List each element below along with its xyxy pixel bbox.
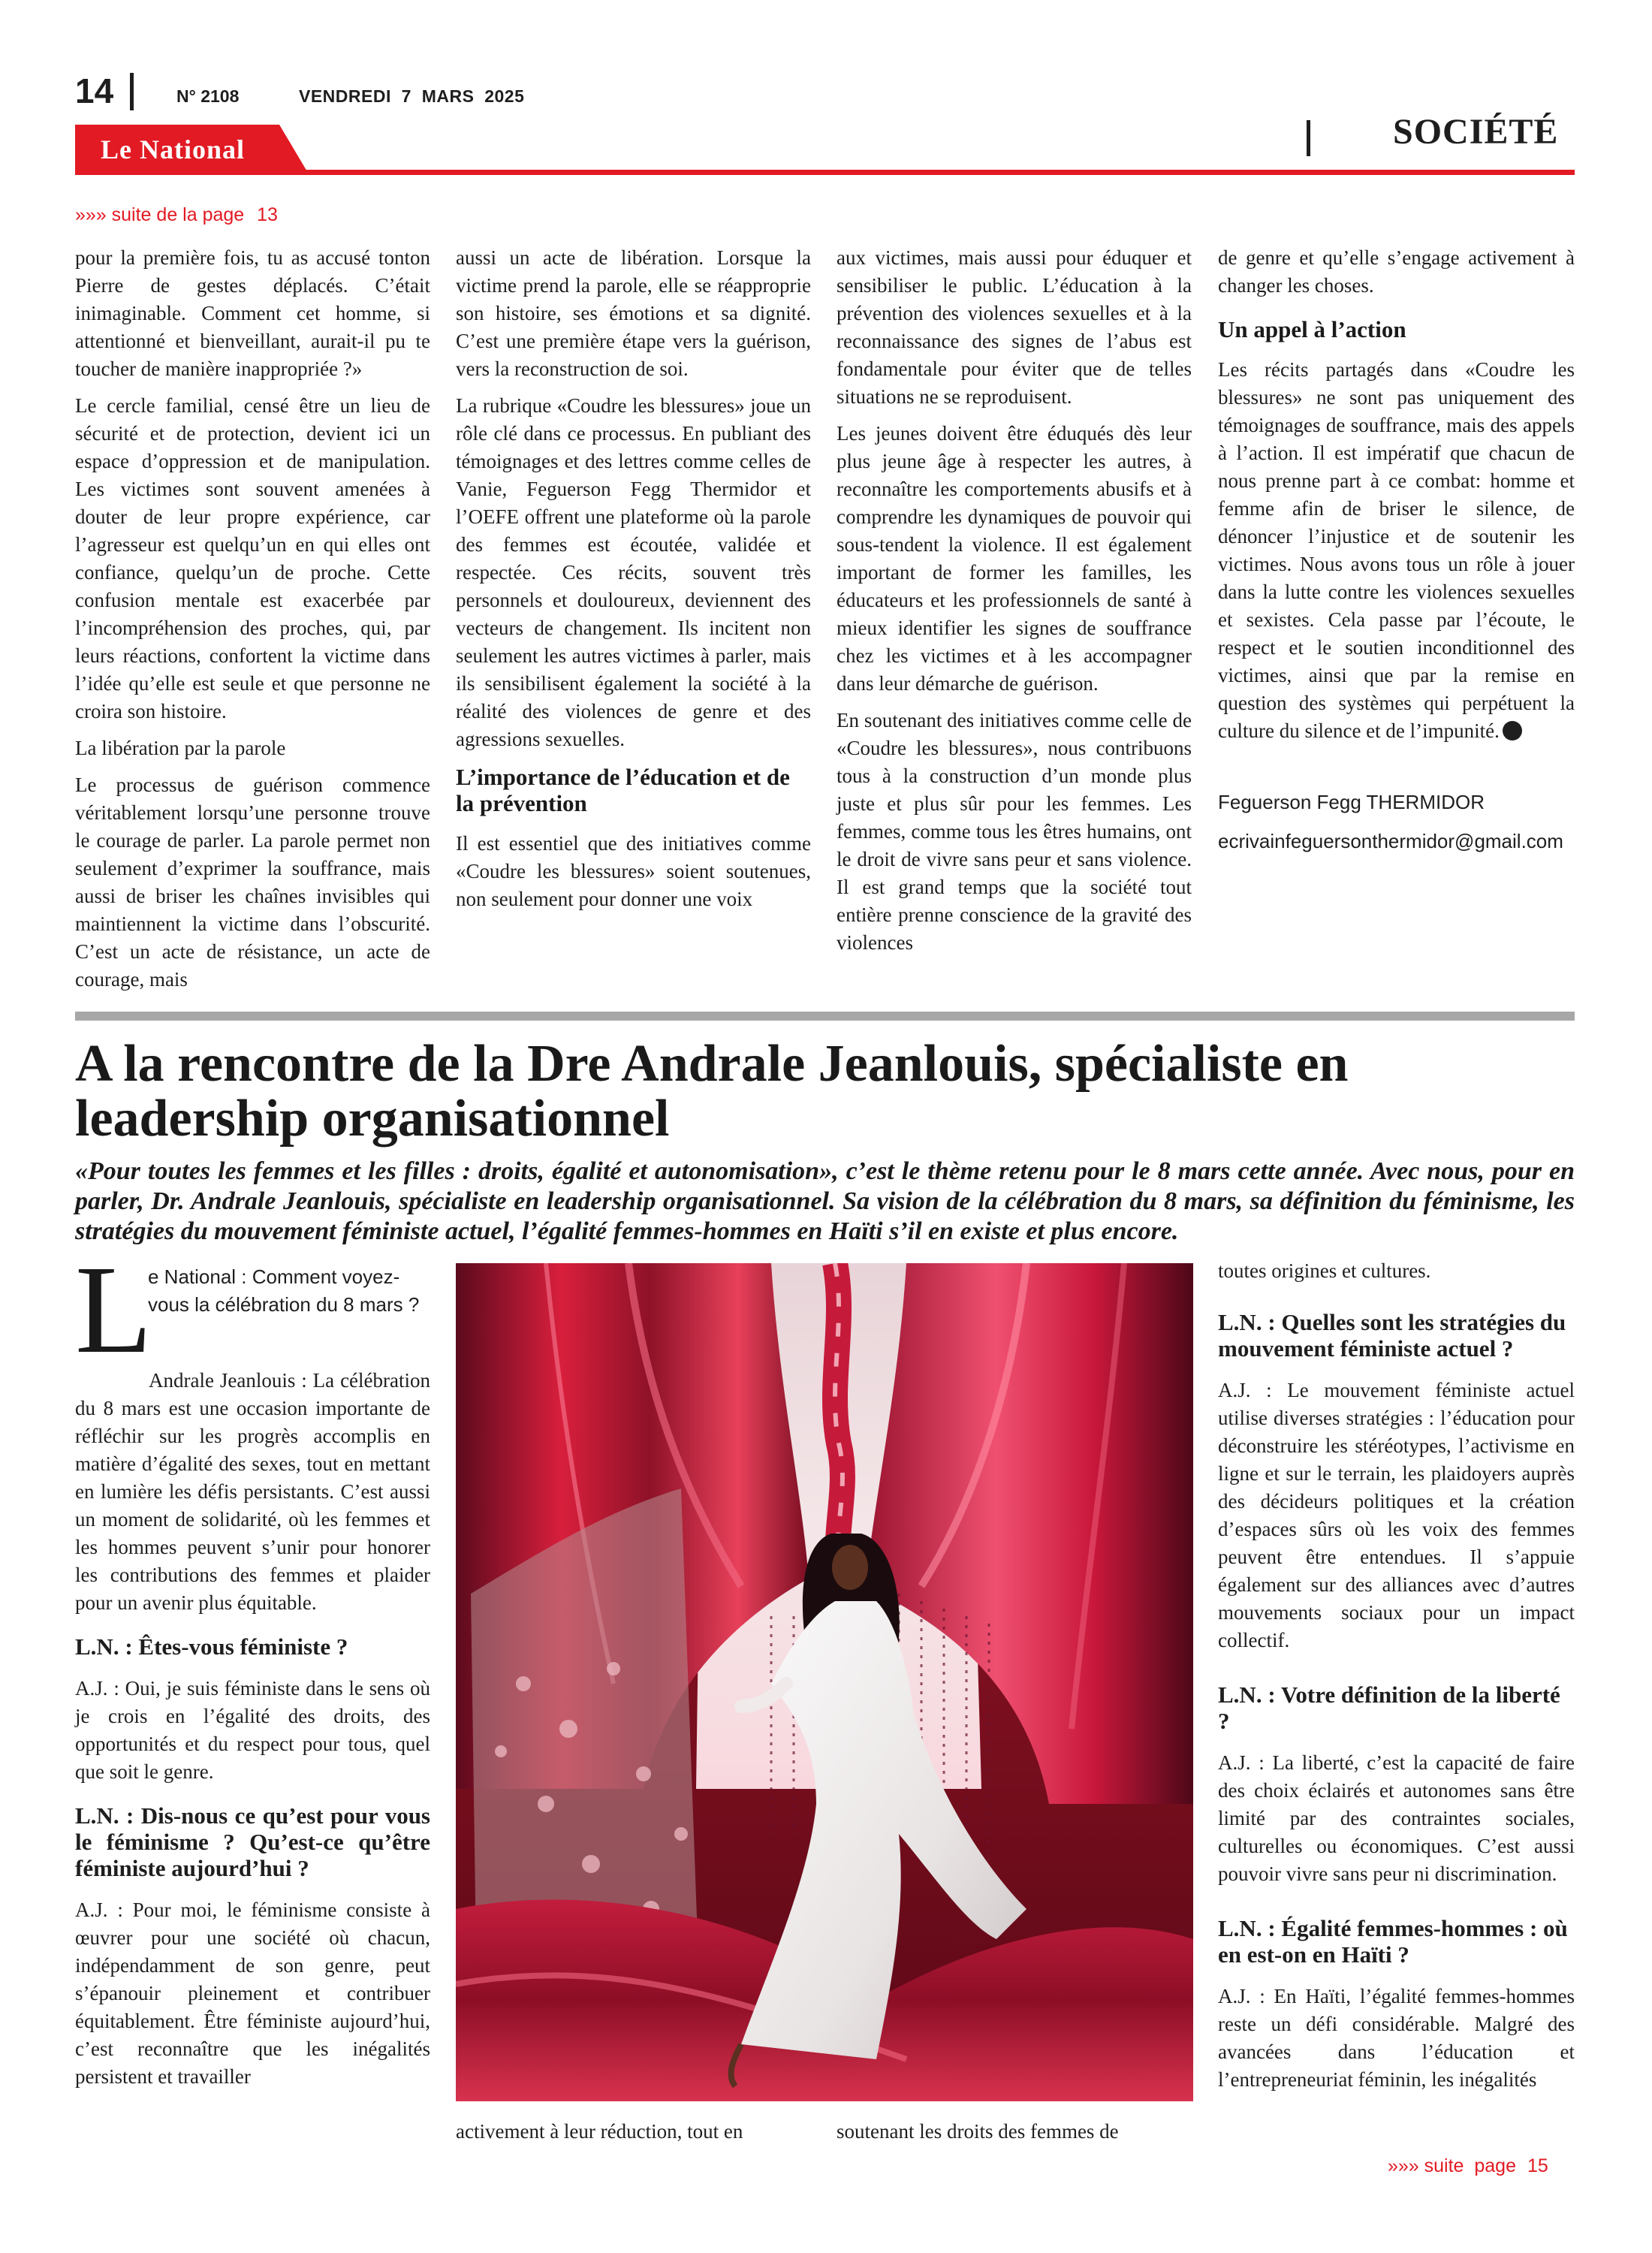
- brand-name: Le National: [101, 134, 246, 164]
- answer-text: A.J. : En Haïti, l’égalité femmes-hommes reste un défi considérable. Malgré des avancées dans l’éducation et l’entrepreneuriat féminin, les inégalités: [1218, 1985, 1575, 2091]
- paragraph: Le processus de guérison commence véritablement lorsqu’une personne trouve le courage de parler. La parole permet non seulement d’exprimer la souffrance, mais aussi de briser les chaînes invisibles qui maintiennent la victime dans l’obscurité. C’est un acte de résistance, un acte de courage, mais: [75, 774, 430, 991]
- article-divider: [75, 1012, 1575, 1021]
- paragraph: de genre et qu’elle s’engage activement à changer les choses.: [1218, 246, 1575, 297]
- answer-text: toutes origines et cultures.: [1218, 1259, 1431, 1282]
- answer-1-wrap: [75, 1367, 430, 1617]
- continued-from-page: 13: [257, 204, 278, 225]
- question-heading: L.N. : Égalité femmes-hommes : où en est-on en Haïti ?: [1218, 1915, 1568, 1968]
- end-mark-icon: [1503, 721, 1522, 740]
- question-text: e National : Comment voyez-vous la célébration du 8 mars ?: [148, 1265, 420, 1316]
- paragraph: En soutenant des initiatives comme celle de «Coudre les blessures», nous contribuons tous à la construction d’un monde plus juste et plus sûr pour les femmes. Les femmes, comme tous les êtres humains, ont le droit de vivre sans peur et sans violence. Il est grand temps que la société tout entière prenne conscience de la gravité des violences: [837, 709, 1192, 954]
- answer-text: A.J. : Pour moi, le féminisme consiste à œuvrer pour une société où chacun, indépendamment de son genre, peut s’épanouir pleinement et contribuer équitablement. Être féministe aujourd’hui, c’est reconnaître que les inégalités persistent et travailler: [75, 1899, 430, 2088]
- portrait-photo: [456, 1263, 1193, 2101]
- article2-column-1: [75, 1240, 430, 2100]
- issue-number: N° 2108: [176, 86, 240, 106]
- answer-text: A.J. : Le mouvement féministe actuel utilise diverses stratégies : l’éducation pour déconstruire les stéréotypes, l’activisme en ligne et sur le terrain, les plaidoyers auprès des décideurs politiques et la création d’espaces sûrs où les voix des femmes peuvent être entendues. Il s’appuie également sur des alliances avec d’autres mouvements sociaux pour un impact collectif.: [1218, 1379, 1575, 1651]
- article2-column-4: [1218, 1257, 1575, 2103]
- photo-illustration: [456, 1263, 1193, 2101]
- paragraph-text: Les récits partagés dans «Coudre les blessures» ne sont pas uniquement des témoignages de souffrance, mais des appels à l’action. Il est impératif que chacun de nous prenne part à ce combat: homme et femme afin de briser le silence, de dénoncer l’injustice et de soutenir les victimes. Nous avons tous un rôle à jouer dans la lutte contre les violences sexuelles et sexistes. Cela passe par l’écoute, le respect et le soutien inconditionnel des victimes, ainsi que par la remise en question des systèmes qui perpétuent la culture du silence et de l’impunité.: [1218, 358, 1575, 742]
- question-heading: L.N. : Êtes-vous féministe ?: [75, 1633, 348, 1660]
- question-heading: L.N. : Votre définition de la liberté ?: [1218, 1681, 1560, 1734]
- subheading-plain: La libération par la parole: [75, 737, 286, 759]
- brand-tab: [75, 125, 308, 173]
- article1-column-3: [837, 244, 1192, 966]
- paragraph: La rubrique «Coudre les blessures» joue un rôle clé dans ce processus. En publiant des témoignages et des lettres comme celles de Vanie, Feguerson Fegg Thermidor et l’OEFE offrent une plateforme où la parole des femmes est écoutée, validée et respectée. Ces récits, souvent très personnels et douloureux, deviennent des vecteurs de changement. Ils incitent non seulement les autres victimes à parler, mais ils sensibilisent également la société à la réalité des violences de genre et des agressions sexuelles.: [456, 394, 811, 750]
- article2-intro: «Pour toutes les femmes et les filles : droits, égalité et autonomisation», c’est le thème retenu pour le 8 mars cette année. Avec nous, pour en parler, Dr. Andrale Jeanlouis, spécialiste en leadership organisationnel. Sa vision de la célébration du 8 mars, sa définition du féminisme, les stratégies du mouvement féministe actuel, l’égalité femmes-hommes en Haïti s’il en existe et plus encore.: [75, 1157, 1575, 1245]
- paragraph: Il est essentiel que des initiatives comme «Coudre les blessures» soient soutenues, non seulement pour donner une voix: [456, 832, 811, 910]
- author-email: ecrivainfeguersonthermidor@gmail.com: [1218, 830, 1563, 852]
- continued-to-page: 15: [1527, 2155, 1548, 2176]
- continued-to-label: »»» suite page: [1388, 2155, 1516, 2176]
- paragraph: Le cercle familial, censé être un lieu de sécurité et de protection, devient ici un espace d’oppression et de manipulation. Les victimes sont souvent amenées à douter de leur propre expérience, car l’agresseur est quelqu’un en qui elles ont confiance, quelqu’un de proche. Cette confusion mentale est exacerbée par l’incompréhension des proches, qui, par leurs réactions, confortent la victime dans l’idée qu’elle est seule et que personne ne croira son histoire.: [75, 394, 430, 722]
- page-number-divider: [130, 73, 134, 110]
- answer-text: A.J. : La liberté, c’est la capacité de faire des choix éclairés et autonomes sans être limité par des contraintes sociales, culturelles ou économiques. C’est aussi pouvoir vivre sans peur ni discrimination.: [1218, 1751, 1575, 1885]
- article1-column-2: [456, 244, 811, 922]
- section-heading: Un appel à l’action: [1218, 316, 1406, 342]
- section-heading: L’importance de l’éducation et de la prévention: [456, 764, 790, 816]
- paragraph: aux victimes, mais aussi pour éduquer et sensibiliser le public. L’éducation à la prévention des violences sexuelles et à la reconnaissance des signes de l’abus est fondamentale pour éviter que de telles situations ne se reproduisent.: [837, 246, 1192, 408]
- author-name: Feguerson Fegg THERMIDOR: [1218, 791, 1485, 813]
- answer-text: A.J. : Oui, je suis féministe dans le sens où je crois en l’égalité des droits, des opportunités et du respect pour tous, quel que soit le genre.: [75, 1677, 430, 1783]
- dropcap: L: [75, 1240, 152, 1380]
- article2-title: A la rencontre de la Dre Andrale Jeanlouis, spécialiste en leadership organisationnel: [75, 1035, 1349, 1148]
- below-photo-left: activement à leur réduction, tout en: [456, 2120, 743, 2143]
- article1-column-1: [75, 244, 430, 1003]
- issue-date: VENDREDI 7 MARS 2025: [299, 86, 525, 106]
- question-heading: L.N. : Dis-nous ce qu’est pour vous le féminisme ? Qu’est-ce qu’être féministe aujourd’hui ?: [75, 1802, 430, 1881]
- page-number: 14: [75, 71, 114, 110]
- first-question: [75, 1240, 430, 1380]
- article1-column-4: [1218, 244, 1575, 855]
- question-heading: L.N. : Quelles sont les stratégies du mouvement féministe actuel ?: [1218, 1309, 1566, 1362]
- continued-to: [1388, 2155, 1548, 2177]
- continued-from: [75, 204, 278, 226]
- section-divider: [1307, 120, 1310, 156]
- paragraph: [1218, 356, 1575, 745]
- continued-from-label: »»» suite de la page: [75, 204, 245, 225]
- paragraph: aussi un acte de libération. Lorsque la victime prend la parole, elle se réapproprie son histoire, ses émotions et sa dignité. C’est une première étape vers la guérison, vers la reconstruction de soi.: [456, 246, 811, 380]
- below-photo-right: soutenant les droits des femmes de: [837, 2120, 1119, 2143]
- answer-text: Andrale Jeanlouis : La célébration du 8 mars est une occasion importante de réfléchir sur les progrès accomplis en matière d’égalité des sexes, tout en mettant en lumière les défis persistants. C’est aussi un moment de solidarité, où les femmes et les hommes peuvent s’unir pour honorer les contributions des femmes et plaider pour un avenir plus équitable.: [75, 1369, 430, 1614]
- paragraph: Les jeunes doivent être éduqués dès leur plus jeune âge à respecter les autres, à reconnaître les comportements abusifs et à comprendre les dynamiques de pouvoir qui sous-tendent la violence. Il est également important de former les familles, les éducateurs et les professionnels de santé à mieux identifier les signes de souffrance chez les victimes et à les accompagner dans leur démarche de guérison.: [837, 422, 1192, 695]
- section-title: SOCIÉTÉ: [1393, 112, 1559, 152]
- paragraph: pour la première fois, tu as accusé tonton Pierre de gestes déplacés. C’était inimaginable. Comment cet homme, si attentionné et bienveillant, aurait-il pu te toucher de manière inappropriée ?»: [75, 246, 430, 380]
- header-red-rule: [75, 170, 1575, 175]
